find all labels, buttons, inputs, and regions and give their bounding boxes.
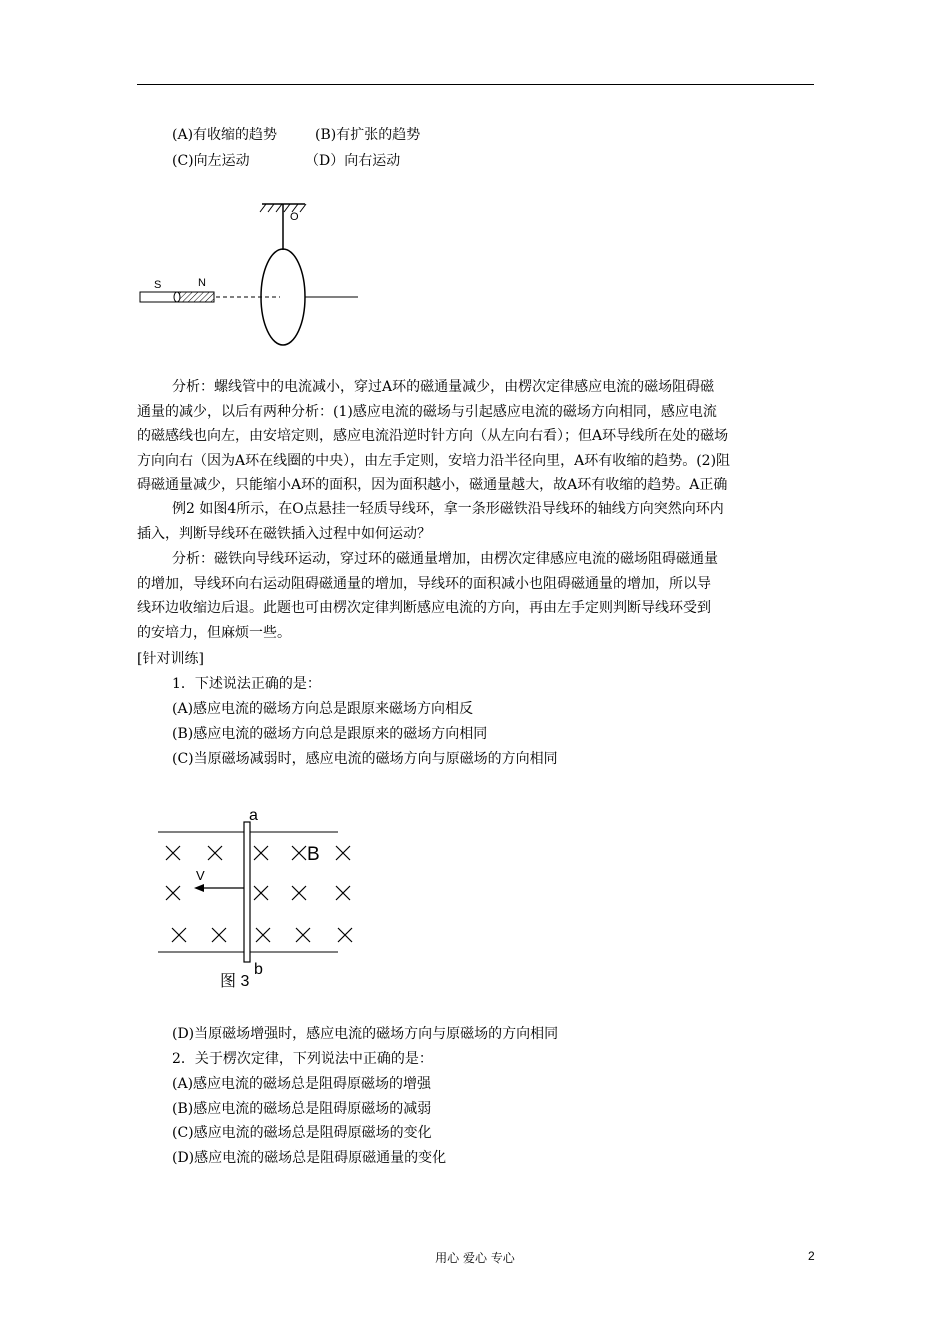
q1-option-d: (D)当原磁场增强时，感应电流的磁场方向与原磁场的方向相同: [172, 1026, 559, 1042]
q1-option-a: (A)感应电流的磁场方向总是跟原来磁场方向相反: [172, 701, 474, 717]
q2-option-d: (D)感应电流的磁场总是阻碍原磁通量的变化: [172, 1150, 447, 1166]
analysis2-line4: 的安培力，但麻烦一些。: [137, 625, 291, 641]
label-n: N: [198, 277, 206, 289]
analysis1-line2: 通量的减少，以后有两种分析：(1)感应电流的磁场与引起感应电流的磁场方向相同，感应电流: [137, 404, 717, 420]
example2-line1: 例2 如图4所示，在O点悬挂一轻质导线环，拿一条形磁铁沿导线环的轴线方向突然向环内: [172, 501, 724, 517]
analysis1-line3: 的磁感线也向左，由安培定则，感应电流沿逆时针方向（从左向右看）；但A环导线所在处的磁场: [137, 428, 729, 444]
label-B: B: [307, 844, 320, 865]
q2-option-b: (B)感应电流的磁场总是阻碍原磁场的减弱: [172, 1101, 432, 1117]
label-s: S: [154, 279, 162, 291]
q2-option-c: (C)感应电流的磁场总是阻碍原磁场的变化: [172, 1125, 432, 1141]
label-b: b: [254, 961, 263, 978]
label-a: a: [249, 807, 258, 824]
page-number: 2: [808, 1249, 815, 1263]
option-d: （D）向右运动: [305, 153, 401, 169]
q2-option-a: (A)感应电流的磁场总是阻碍原磁场的增强: [172, 1076, 432, 1092]
q1-option-b: (B)感应电流的磁场方向总是跟原来的磁场方向相同: [172, 726, 488, 742]
option-a: (A)有收缩的趋势: [172, 127, 278, 143]
header-rule: [137, 84, 814, 85]
label-o: O: [290, 211, 299, 223]
option-b: (B)有扩张的趋势: [315, 127, 421, 143]
analysis2-line1: 分析：磁铁向导线环运动，穿过环的磁通量增加，由楞次定律感应电流的磁场阻碍磁通量: [172, 551, 718, 567]
example2-line2: 插入，判断导线环在磁铁插入过程中如何运动？: [137, 526, 431, 542]
analysis1-line4: 方向向右（因为A环在线圈的中央），由左手定则，安培力沿半径向里，A环有收缩的趋势。(2)阻: [137, 453, 731, 469]
footer-slogan: 用心 爱心 专心: [435, 1251, 515, 1265]
section-title: [针对训练]: [137, 651, 204, 667]
analysis1-line5: 碍磁通量减少，只能缩小A环的面积，因为面积越小，磁通量越大，故A环有收缩的趋势。A正确: [137, 477, 728, 493]
q1-option-c: (C)当原磁场减弱时，感应电流的磁场方向与原磁场的方向相同: [172, 751, 558, 767]
analysis2-line3: 线环边收缩边后退。此题也可由楞次定律判断感应电流的方向，再由左手定则判断导线环受到: [137, 600, 711, 616]
q1-stem: 1．下述说法正确的是：: [172, 676, 321, 692]
magnet-ring-figure: [130, 190, 370, 360]
field-crosses: [166, 846, 352, 942]
analysis2-line2: 的增加，导线环向右运动阻碍磁通量的增加，导线环的面积减小也阻碍磁通量的增加，所以导: [137, 576, 711, 592]
figure-3: [150, 800, 370, 1000]
figure3-caption: 图 3: [220, 973, 250, 990]
label-v: V: [196, 868, 205, 883]
option-c: (C)向左运动: [172, 153, 250, 169]
analysis1-line1: 分析：螺线管中的电流减小，穿过A环的磁通量减少，由楞次定律感应电流的磁场阻碍磁: [172, 379, 715, 395]
q2-stem: 2．关于楞次定律，下列说法中正确的是：: [172, 1051, 433, 1067]
